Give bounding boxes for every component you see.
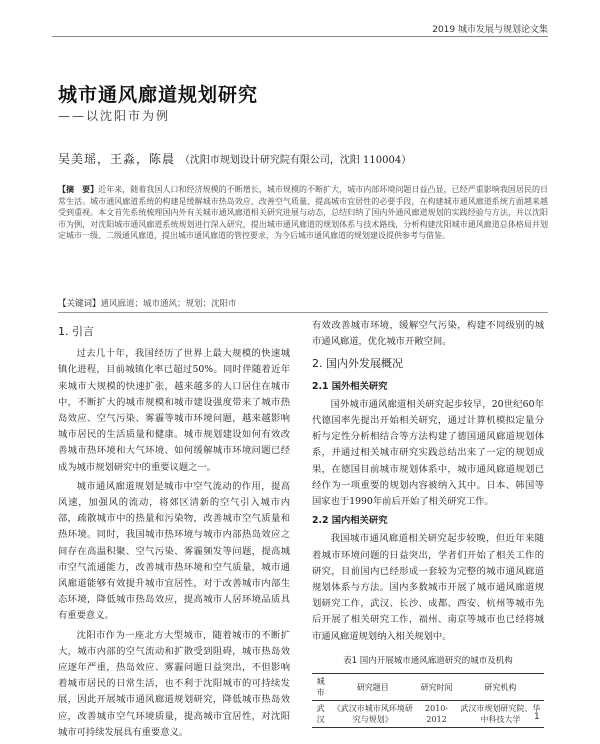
right-column xyxy=(312,318,544,728)
table-header-institution: 研究机构 xyxy=(457,674,544,701)
abstract xyxy=(58,184,548,242)
section-2-heading: 2. 国内外发展概况 xyxy=(312,357,403,371)
abstract-label: 【摘 要】 xyxy=(58,184,99,194)
section-2-1-heading: 2.1 国外相关研究 xyxy=(312,380,388,392)
section-1-heading: 1. 引言 xyxy=(58,325,94,338)
page-number: 1 xyxy=(534,712,540,722)
section-1-paragraph: 城市通风廊道规划是城市中空气流动的作用，提高风速，加强风的流动，将郊区清新的空气引入城市内部，疏散城市中的热量和污染物，改善城市空气质量和热环境。同时，我国城市热环境与城市内部热岛效应之间存在高温积聚、空气污染、雾霾频发等问题，提高城市空气流通能力，改善城市热环境和空气质量，城市通风廊道能够有效提升城市宜居性，对于改善城市内部生态环境，降低城市热岛效应，提高城市人居环境品质具有重要意义。 xyxy=(58,480,290,622)
table-cell: 《武汉市城市风环境研究与规划》 xyxy=(329,701,416,728)
authors xyxy=(58,150,411,167)
author-names: 吴美瑶，王淼，陈晨 xyxy=(58,152,176,166)
keywords-label: 【关键词】 xyxy=(58,299,101,309)
running-header: 2019 城市发展与规划论文集 xyxy=(432,25,548,35)
table-cell: 武汉市规划研究院、华中科技大学 xyxy=(457,701,544,728)
table-cell: 武汉 xyxy=(312,701,329,728)
section-2-1-paragraph: 国外城市通风廊道相关研究起步较早，20世纪60年代德国率先提出开始相关研究，通过计算机模拟定量分析与定性分析相结合等方法构建了德国通风廊道规划体系，并通过相关城市研究实践总结出来了一定的规划成果，在德国目前城市规划体系中，城市通风廊道规划已经作为一项重要的规划内容被纳入其中。日本、韩国等国家也于1990年前后开始了相关研究工作。 xyxy=(312,398,544,508)
table-header-topic: 研究题目 xyxy=(329,674,416,701)
research-table xyxy=(312,673,544,728)
section-1-paragraph-continued: 有效改善城市环境，缓解空气污染，构建不同级别的城市通风廊道，优化城市开敞空间。 xyxy=(312,320,544,348)
paper-title: 城市通风廊道规划研究 xyxy=(58,84,259,106)
table-cell: 2010-2012 xyxy=(416,701,456,728)
paper-subtitle: ——以沈阳市为例 xyxy=(58,109,171,123)
author-affiliation: （沈阳市规划设计研究院有限公司，沈阳 110004） xyxy=(179,155,412,166)
table-header-city: 城市 xyxy=(312,674,329,701)
left-column xyxy=(58,318,290,744)
table-caption: 表1 国内开展城市通风廊道研究的城市及机构 xyxy=(343,655,513,666)
keywords-divider xyxy=(58,312,548,313)
section-1-paragraph: 沈阳市作为一座北方大型城市，随着城市的不断扩大，城市内部的空气流动和扩散受到阻碍，城市热岛效应逐年严重，热岛效应、雾霾问题日益突出，不但影响着城市居民的日常生活，也不利于沈阳城市的可持续发展，因此开展城市通风廊道规划研究，降低城市热岛效应，改善城市空气环境质量，提高城市宜居性，对沈阳城市可持续发展具有重要意义。 xyxy=(58,629,290,738)
section-1-paragraph: 过去几十年，我国经历了世界上最大规模的快速城镇化进程，目前城镇化率已超过50%。同时伴随着近年来城市大规模的快速扩张，越来越多的人口居住在城市中，不断扩大的城市规模和城市建设强度带来了城市热岛效应、空气污染、雾霾等城市环境问题，越来越影响城市居民的生活质量和健康。城市规划建设如何有效改善城市热环境和大气环境、如何缓解城市环境问题已经成为城市规划研究中的重要议题之一。 xyxy=(58,348,290,473)
table-header-period: 研究时间 xyxy=(416,674,456,701)
section-2-2-heading: 2.2 国内相关研究 xyxy=(312,515,388,527)
section-2-2-paragraph: 我国城市通风廊道相关研究起步较晚，但近年来随着城市环境问题的日益突出，学者们开始了相关工作的研究，目前国内已经形成一套较为完整的城市通风廊道规划体系与方法。国内多数城市开展了城市通风廊道规划研究工作，武汉、长沙、成都、西安、杭州等城市先后开展了相关研究工作，福州、南京等城市也已经将城市通风廊道规划纳入相关规划中。 xyxy=(312,533,544,642)
keywords xyxy=(58,297,548,309)
table-row xyxy=(312,701,544,728)
keywords-text: 通风廊道；城市通风；规划；沈阳市 xyxy=(100,299,237,309)
header-divider xyxy=(52,36,548,37)
abstract-text: 近年来，随着我国人口和经济规模的不断增长，城市规模的不断扩大，城市内部环境问题日益凸显，已经严重影响我国居民的日常生活。城市通风廊道系统的构建是缓解城市热岛效应、改善空气质量、提高城市宜居性的必要手段，在构建城市通风廊道系统方面越来越受到重视。本文首先系统梳理国内外有关城市通风廊道相关研究进展与动态，总结归纳了国内外通风廊道规划的实践经验与方法，并以沈阳市为例，对沈阳城市通风廊道系统规划进行深入研究，提出城市通风廊道的规划体系与技术路线，分析构建沈阳城市通风廊道总体格局并划定城市一级、二级通风廊道，提出城市通风廊道的管控要求，为今后城市通风廊道的规划建设提供参考与借鉴。 xyxy=(58,185,548,241)
